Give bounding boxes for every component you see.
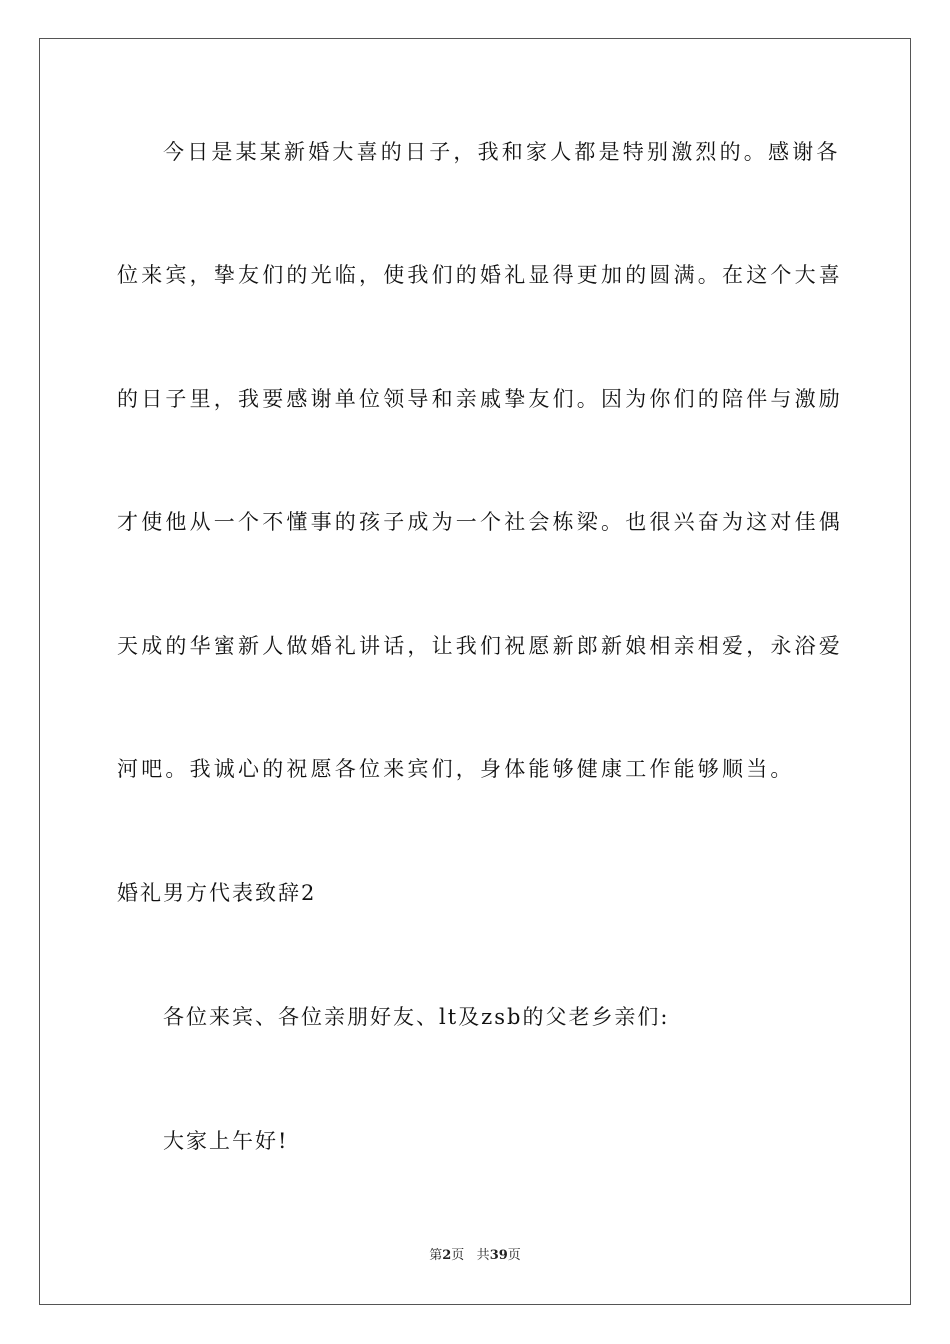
footer-page-prefix: 第 bbox=[429, 1248, 443, 1263]
section-title: 婚礼男方代表致辞2 bbox=[117, 881, 317, 905]
paragraph-line-3: 的日子里，我要感谢单位领导和亲戚挚友们。因为你们的陪伴与激励 bbox=[117, 387, 843, 411]
salutation-line: 大家上午好! bbox=[163, 1129, 289, 1153]
footer-total-suffix: 页 bbox=[507, 1248, 521, 1263]
footer-page-number: 2 bbox=[442, 1248, 452, 1263]
paragraph-line-1: 今日是某某新婚大喜的日子，我和家人都是特别激烈的。感谢各 bbox=[163, 140, 841, 164]
paragraph-line-6: 河吧。我诚心的祝愿各位来宾们，身体能够健康工作能够顺当。 bbox=[117, 757, 795, 781]
paragraph-line-5: 天成的华蜜新人做婚礼讲话，让我们祝愿新郎新娘相亲相爱，永浴爱 bbox=[117, 634, 843, 658]
footer-page-suffix: 页 bbox=[451, 1248, 465, 1263]
page-footer bbox=[0, 1246, 950, 1266]
footer-total-prefix: 共 bbox=[476, 1248, 490, 1263]
greeting-line: 各位来宾、各位亲朋好友、lt及zsb的父老乡亲们: bbox=[163, 1005, 670, 1029]
paragraph-line-4: 才使他从一个不懂事的孩子成为一个社会栋梁。也很兴奋为这对佳偶 bbox=[117, 510, 843, 534]
footer-total-pages: 39 bbox=[489, 1248, 508, 1263]
paragraph-line-2: 位来宾，挚友们的光临，使我们的婚礼显得更加的圆满。在这个大喜 bbox=[117, 263, 843, 287]
page-border bbox=[39, 38, 911, 1305]
